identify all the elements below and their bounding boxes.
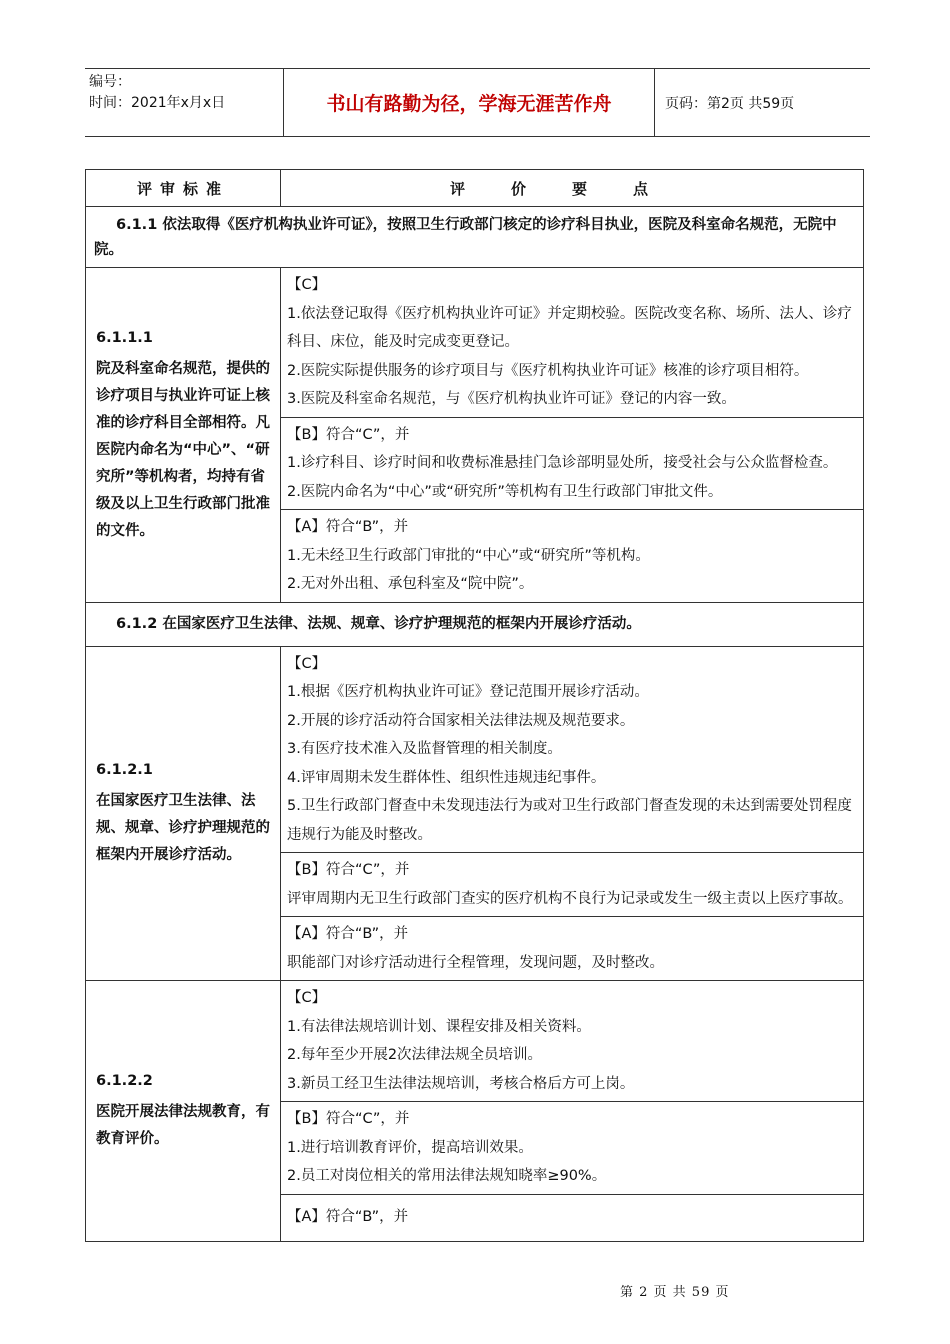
grade-c-heading: 【C】: [287, 277, 327, 293]
section-row: [86, 602, 864, 646]
item-text: 在国家医疗卫生法律、法规、规章、诊疗护理规范的框架内开展诊疗活动。: [96, 793, 270, 864]
col-header-standard: 评审标准: [86, 170, 281, 207]
section-title-text: 6.1.1 依法取得《医疗机构执业许可证》，按照卫生行政部门核定的诊疗科目执业，医院及科室命名规范，无院中院。: [94, 217, 837, 258]
grade-b-line: 1.诊疗科目、诊疗时间和收费标准悬挂门急诊部明显处所，接受社会与公众监督检查。: [287, 455, 838, 471]
grade-b-heading: 【B】符合“C”，并: [287, 862, 410, 878]
grade-b-line: 2.医院内命名为“中心”或“研究所”等机构有卫生行政部门审批文件。: [287, 483, 723, 500]
grade-c-line: 1.有法律法规培训计划、课程安排及相关资料。: [287, 1018, 591, 1035]
item-label: [86, 268, 281, 603]
item-code: 6.1.2.1: [96, 762, 153, 779]
grade-c-line: 2.每年至少开展2次法律法规全员培训。: [287, 1047, 543, 1063]
grade-a-block: [281, 917, 864, 981]
grade-b-heading: 【B】符合“C”，并: [287, 1111, 410, 1127]
grade-b-line: 1.进行培训教育评价，提高培训效果。: [287, 1139, 533, 1156]
grade-b-block: [281, 417, 864, 510]
grade-a-block: [281, 1194, 864, 1241]
grade-a-heading: 【A】符合“B”，并: [287, 926, 409, 942]
table-header-row: [86, 170, 864, 207]
grade-c-heading: 【C】: [287, 655, 327, 672]
grade-a-line: 1.无未经卫生行政部门审批的“中心”或“研究所”等机构。: [287, 547, 650, 564]
grade-a-line: 2.无对外出租、承包科室及“院中院”。: [287, 576, 534, 592]
standards-table: [85, 169, 864, 1242]
header-page-info: 页码：第2页 共59页: [665, 95, 795, 112]
grade-c-line: 1.依法登记取得《医疗机构执业许可证》并定期校验。医院改变名称、场所、法人、诊疗科目、床位，能及时完成变更登记。: [287, 305, 852, 350]
grade-c-line: 5.卫生行政部门督查中未发现违法行为或对卫生行政部门督查发现的未达到需要处罚程度违规行为能及时整改。: [287, 798, 852, 843]
grade-a-heading: 【A】符合“B”，并: [287, 1209, 409, 1226]
grade-b-line: 2.员工对岗位相关的常用法律法规知晓率≥90%。: [287, 1168, 607, 1184]
item-row: [86, 646, 864, 853]
grade-c-heading: 【C】: [287, 990, 327, 1006]
section-title-text: 6.1.2 在国家医疗卫生法律、法规、规章、诊疗护理规范的框架内开展诊疗活动。: [116, 615, 641, 632]
grade-c-line: 2.医院实际提供服务的诊疗项目与《医疗机构执业许可证》核准的诊疗项目相符。: [287, 362, 809, 379]
grade-b-heading: 【B】符合“C”，并: [287, 426, 410, 443]
grade-c-line: 4.评审周期未发生群体性、组织性违规违纪事件。: [287, 769, 606, 786]
grade-b-block: [281, 1102, 864, 1195]
item-row: [86, 268, 864, 418]
page-footer: 第 2 页 共 59 页: [620, 1285, 730, 1300]
grade-c-line: 3.新员工经卫生法律法规培训，考核合格后方可上岗。: [287, 1075, 635, 1092]
header-meta: [85, 69, 283, 136]
section-row: [86, 207, 864, 268]
grade-b-block: [281, 853, 864, 917]
grade-c-block: [281, 981, 864, 1102]
item-label: [86, 981, 281, 1242]
item-code: 6.1.2.2: [96, 1073, 153, 1090]
grade-a-heading: 【A】符合“B”，并: [287, 519, 409, 535]
section-title: [86, 602, 864, 646]
grade-a-line: 职能部门对诊疗活动进行全程管理，发现问题，及时整改。: [287, 954, 664, 971]
grade-c-line: 2.开展的诊疗活动符合国家相关法律法规及规范要求。: [287, 712, 635, 729]
section-title: [86, 207, 864, 268]
item-row: [86, 981, 864, 1102]
code-label: 编号：: [89, 74, 131, 90]
col-header-points: 评价要点: [281, 170, 864, 207]
grade-a-block: [281, 510, 864, 603]
item-label: [86, 646, 281, 981]
grade-b-line: 评审周期内无卫生行政部门查实的医疗机构不良行为记录或发生一级主责以上医疗事故。: [287, 890, 853, 907]
time-label: 时间：2021年x月x日: [89, 95, 226, 111]
item-text: 院及科室命名规范，提供的诊疗项目与执业许可证上核准的诊疗科目全部相符。凡医院内命名为“中心”、“研究所”等机构者，均持有省级及以上卫生行政部门批准的文件。: [96, 360, 270, 539]
page-header: [85, 68, 870, 137]
grade-c-block: [281, 268, 864, 418]
grade-c-line: 3.有医疗技术准入及监督管理的相关制度。: [287, 741, 562, 757]
grade-c-line: 1.根据《医疗机构执业许可证》登记范围开展诊疗活动。: [287, 684, 649, 700]
grade-c-line: 3.医院及科室命名规范，与《医疗机构执业许可证》登记的内容一致。: [287, 391, 736, 407]
grade-c-block: [281, 646, 864, 853]
header-motto: 书山有路勤为径，学海无涯苦作舟: [283, 69, 655, 136]
item-text: 医院开展法律法规教育，有教育评价。: [96, 1104, 270, 1148]
item-code: 6.1.1.1: [96, 329, 153, 346]
